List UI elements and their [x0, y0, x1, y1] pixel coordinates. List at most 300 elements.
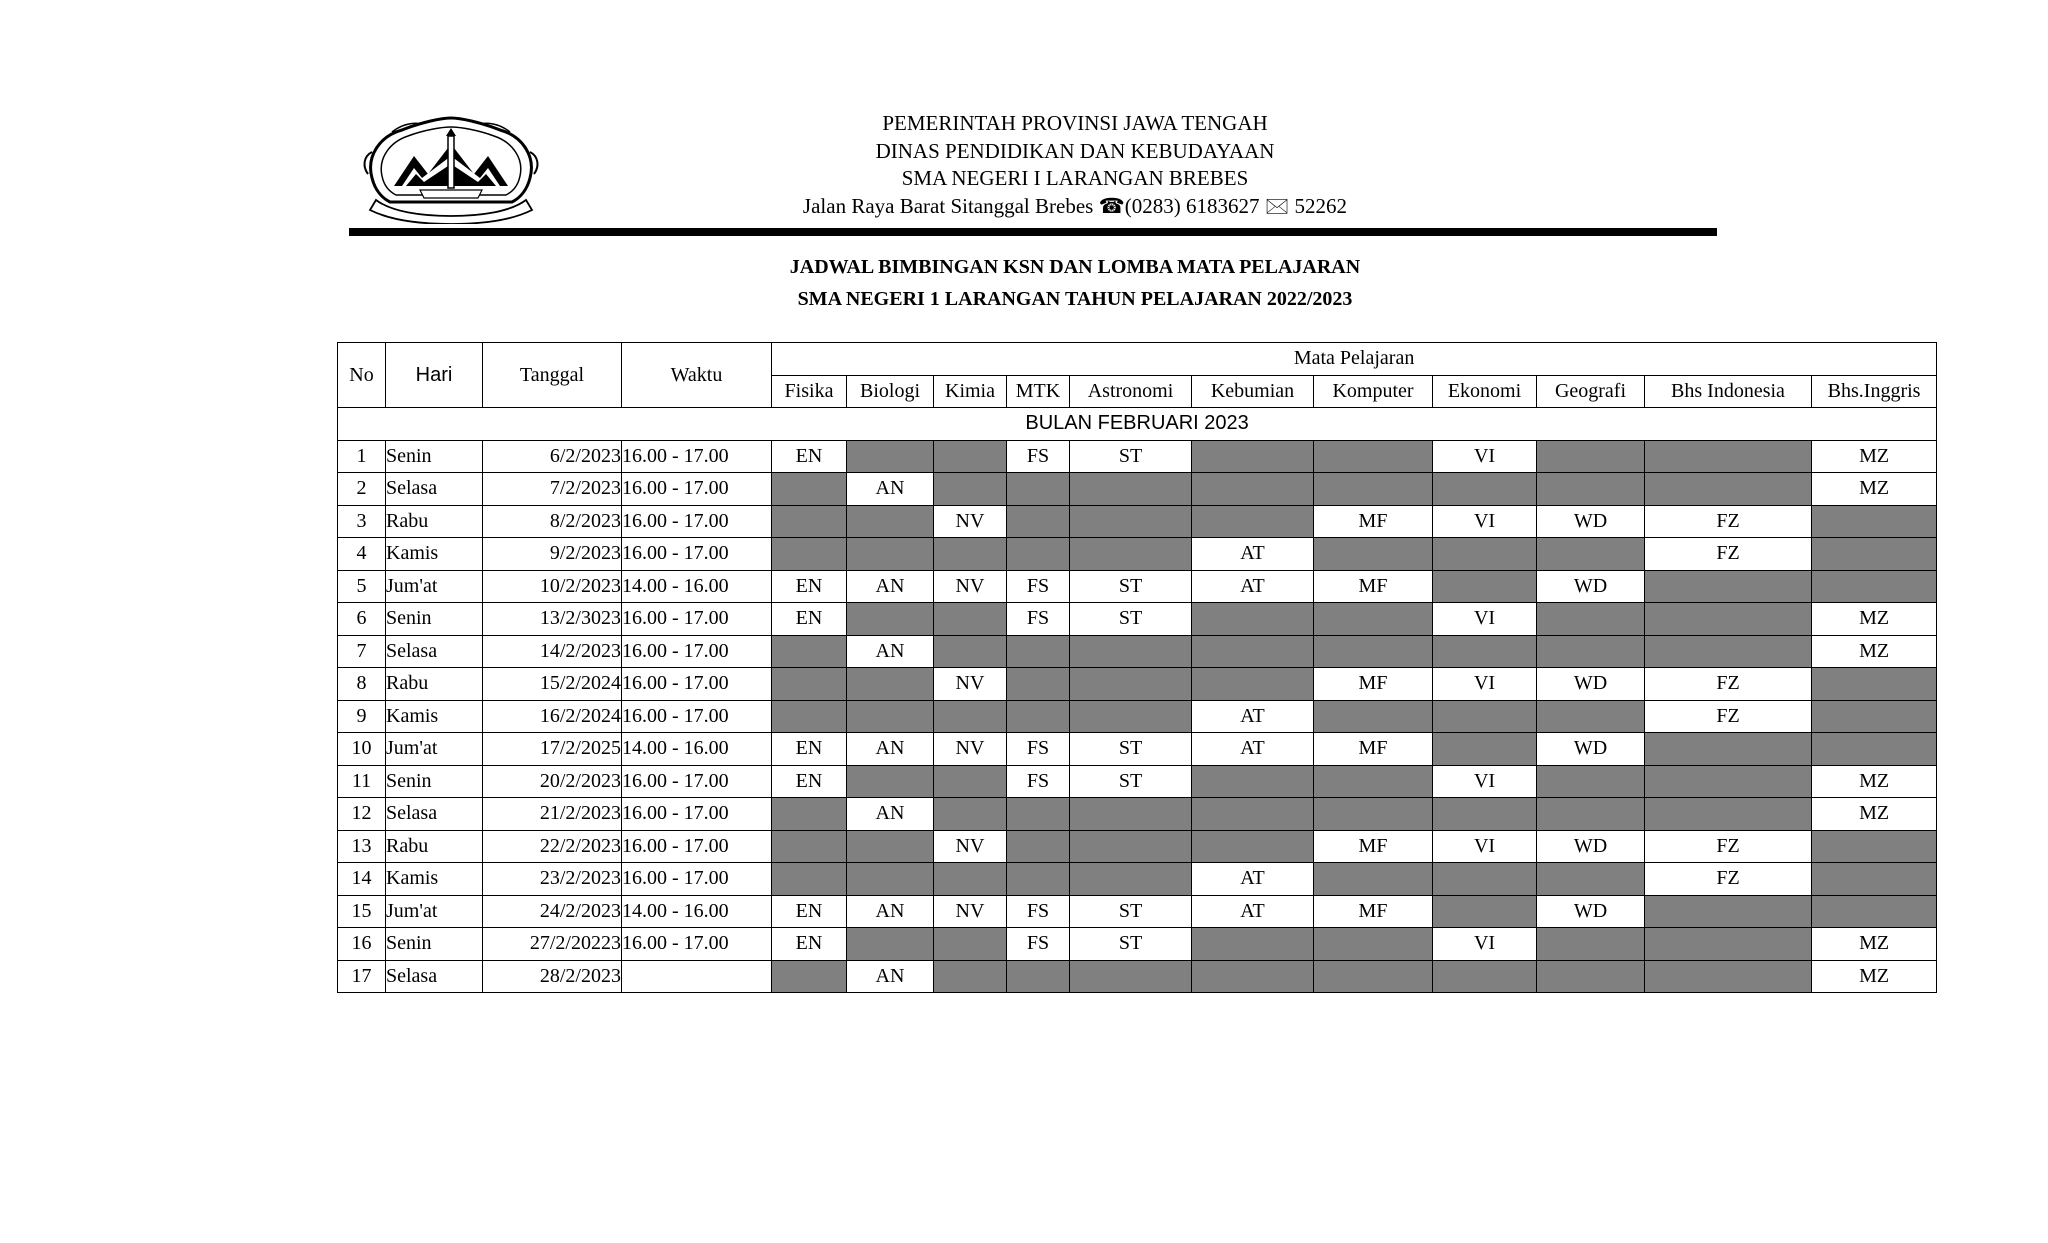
header-subject: Astronomi	[1070, 375, 1192, 408]
mentor-code-cell: AN	[847, 798, 934, 831]
mentor-code-cell: VI	[1433, 765, 1537, 798]
empty-slot-cell	[772, 830, 847, 863]
mentor-code-cell: MZ	[1812, 440, 1937, 473]
letterhead-rule	[349, 228, 1717, 236]
empty-slot-cell	[772, 960, 847, 993]
empty-slot-cell	[1192, 928, 1314, 961]
empty-slot-cell	[847, 538, 934, 571]
header-subject: Bhs.Inggris	[1812, 375, 1937, 408]
header-no: No	[338, 343, 386, 408]
empty-slot-cell	[1812, 570, 1937, 603]
row-no: 2	[338, 473, 386, 506]
empty-slot-cell	[1433, 635, 1537, 668]
row-waktu: 16.00 - 17.00	[622, 830, 772, 863]
mentor-code-cell: ST	[1070, 765, 1192, 798]
empty-slot-cell	[1192, 505, 1314, 538]
empty-slot-cell	[1192, 765, 1314, 798]
row-no: 5	[338, 570, 386, 603]
header-subject: Ekonomi	[1433, 375, 1537, 408]
row-waktu	[622, 960, 772, 993]
mentor-code-cell: MF	[1314, 668, 1433, 701]
letterhead-line-agency: DINAS PENDIDIKAN DAN KEBUDAYAAN	[875, 138, 1275, 163]
mentor-code-cell: WD	[1537, 733, 1645, 766]
empty-slot-cell	[1007, 700, 1070, 733]
empty-slot-cell	[1537, 538, 1645, 571]
empty-slot-cell	[1070, 473, 1192, 506]
empty-slot-cell	[1314, 765, 1433, 798]
row-tanggal: 14/2/2023	[483, 635, 622, 668]
row-no: 6	[338, 603, 386, 636]
empty-slot-cell	[1192, 635, 1314, 668]
schedule-table	[337, 342, 1937, 993]
empty-slot-cell	[847, 830, 934, 863]
mentor-code-cell: EN	[772, 895, 847, 928]
empty-slot-cell	[1812, 863, 1937, 896]
row-no: 1	[338, 440, 386, 473]
empty-slot-cell	[847, 603, 934, 636]
row-waktu: 16.00 - 17.00	[622, 798, 772, 831]
mentor-code-cell: EN	[772, 570, 847, 603]
row-hari: Kamis	[386, 538, 483, 571]
mentor-code-cell: NV	[934, 895, 1007, 928]
header-subject: Geografi	[1537, 375, 1645, 408]
mentor-code-cell: MZ	[1812, 798, 1937, 831]
mentor-code-cell: FS	[1007, 765, 1070, 798]
mentor-code-cell: MF	[1314, 570, 1433, 603]
row-tanggal: 10/2/2023	[483, 570, 622, 603]
empty-slot-cell	[847, 863, 934, 896]
empty-slot-cell	[1007, 505, 1070, 538]
row-hari: Rabu	[386, 668, 483, 701]
row-waktu: 14.00 - 16.00	[622, 895, 772, 928]
title-line-2: SMA NEGERI 1 LARANGAN TAHUN PELAJARAN 2022/2023	[797, 288, 1353, 310]
row-no: 17	[338, 960, 386, 993]
row-tanggal: 24/2/2023	[483, 895, 622, 928]
row-no: 13	[338, 830, 386, 863]
mentor-code-cell: FZ	[1645, 505, 1812, 538]
empty-slot-cell	[1433, 733, 1537, 766]
empty-slot-cell	[1433, 570, 1537, 603]
mentor-code-cell: VI	[1433, 603, 1537, 636]
empty-slot-cell	[1007, 538, 1070, 571]
mentor-code-cell: WD	[1537, 505, 1645, 538]
mentor-code-cell: AT	[1192, 895, 1314, 928]
header-subject: Komputer	[1314, 375, 1433, 408]
header-subject: Fisika	[772, 375, 847, 408]
letterhead	[700, 110, 1450, 220]
row-tanggal: 15/2/2024	[483, 668, 622, 701]
row-no: 4	[338, 538, 386, 571]
mentor-code-cell: MF	[1314, 895, 1433, 928]
month-label: BULAN FEBRUARI 2023	[338, 408, 1937, 441]
mentor-code-cell: MZ	[1812, 928, 1937, 961]
table-row	[338, 960, 1937, 993]
empty-slot-cell	[934, 635, 1007, 668]
empty-slot-cell	[772, 505, 847, 538]
mentor-code-cell: ST	[1070, 603, 1192, 636]
mentor-code-cell: AT	[1192, 538, 1314, 571]
mentor-code-cell: FZ	[1645, 668, 1812, 701]
mentor-code-cell: WD	[1537, 668, 1645, 701]
row-tanggal: 27/2/20223	[483, 928, 622, 961]
mentor-code-cell: MZ	[1812, 473, 1937, 506]
empty-slot-cell	[1070, 863, 1192, 896]
row-waktu: 16.00 - 17.00	[622, 538, 772, 571]
header-waktu: Waktu	[622, 343, 772, 408]
empty-slot-cell	[1645, 570, 1812, 603]
table-row	[338, 733, 1937, 766]
empty-slot-cell	[1645, 635, 1812, 668]
empty-slot-cell	[772, 700, 847, 733]
row-no: 7	[338, 635, 386, 668]
empty-slot-cell	[1812, 505, 1937, 538]
mentor-code-cell: FS	[1007, 928, 1070, 961]
empty-slot-cell	[934, 960, 1007, 993]
empty-slot-cell	[1433, 960, 1537, 993]
mentor-code-cell: AN	[847, 733, 934, 766]
empty-slot-cell	[934, 765, 1007, 798]
mentor-code-cell: MZ	[1812, 635, 1937, 668]
empty-slot-cell	[1433, 473, 1537, 506]
mentor-code-cell: VI	[1433, 505, 1537, 538]
mentor-code-cell: WD	[1537, 895, 1645, 928]
mentor-code-cell: AN	[847, 895, 934, 928]
empty-slot-cell	[1537, 960, 1645, 993]
row-tanggal: 6/2/2023	[483, 440, 622, 473]
row-waktu: 16.00 - 17.00	[622, 440, 772, 473]
mentor-code-cell: FS	[1007, 733, 1070, 766]
header-subject: MTK	[1007, 375, 1070, 408]
mentor-code-cell: MF	[1314, 830, 1433, 863]
empty-slot-cell	[1192, 440, 1314, 473]
mentor-code-cell: ST	[1070, 928, 1192, 961]
row-no: 8	[338, 668, 386, 701]
letterhead-line-province: PEMERINTAH PROVINSI JAWA TENGAH	[882, 111, 1268, 135]
row-no: 15	[338, 895, 386, 928]
mentor-code-cell: AT	[1192, 570, 1314, 603]
empty-slot-cell	[1314, 798, 1433, 831]
mentor-code-cell: VI	[1433, 440, 1537, 473]
row-hari: Selasa	[386, 960, 483, 993]
empty-slot-cell	[1070, 960, 1192, 993]
table-row	[338, 863, 1937, 896]
row-hari: Selasa	[386, 473, 483, 506]
empty-slot-cell	[1537, 440, 1645, 473]
empty-slot-cell	[1812, 700, 1937, 733]
mentor-code-cell: FZ	[1645, 538, 1812, 571]
empty-slot-cell	[1007, 635, 1070, 668]
row-hari: Kamis	[386, 700, 483, 733]
mentor-code-cell: ST	[1070, 733, 1192, 766]
row-hari: Senin	[386, 928, 483, 961]
mentor-code-cell: ST	[1070, 895, 1192, 928]
empty-slot-cell	[1314, 700, 1433, 733]
empty-slot-cell	[1645, 440, 1812, 473]
title-line-1: JADWAL BIMBINGAN KSN DAN LOMBA MATA PELAJARAN	[789, 256, 1361, 278]
row-tanggal: 28/2/2023	[483, 960, 622, 993]
mentor-code-cell: FS	[1007, 440, 1070, 473]
empty-slot-cell	[772, 538, 847, 571]
table-row	[338, 700, 1937, 733]
mentor-code-cell: MF	[1314, 733, 1433, 766]
empty-slot-cell	[847, 505, 934, 538]
mentor-code-cell: AT	[1192, 733, 1314, 766]
empty-slot-cell	[1812, 733, 1937, 766]
row-hari: Senin	[386, 765, 483, 798]
empty-slot-cell	[1007, 830, 1070, 863]
mentor-code-cell: AT	[1192, 863, 1314, 896]
header-mata-pelajaran: Mata Pelajaran	[772, 343, 1937, 376]
empty-slot-cell	[1192, 668, 1314, 701]
letterhead-line-school: SMA NEGERI I LARANGAN BREBES	[901, 166, 1249, 190]
empty-slot-cell	[1314, 635, 1433, 668]
row-waktu: 14.00 - 16.00	[622, 570, 772, 603]
mentor-code-cell: EN	[772, 765, 847, 798]
table-row	[338, 928, 1937, 961]
mentor-code-cell: FZ	[1645, 830, 1812, 863]
empty-slot-cell	[1314, 960, 1433, 993]
row-waktu: 16.00 - 17.00	[622, 603, 772, 636]
row-no: 3	[338, 505, 386, 538]
empty-slot-cell	[1314, 603, 1433, 636]
row-tanggal: 9/2/2023	[483, 538, 622, 571]
table-row	[338, 603, 1937, 636]
row-hari: Selasa	[386, 635, 483, 668]
empty-slot-cell	[1812, 830, 1937, 863]
empty-slot-cell	[772, 668, 847, 701]
empty-slot-cell	[1070, 798, 1192, 831]
empty-slot-cell	[934, 440, 1007, 473]
empty-slot-cell	[847, 700, 934, 733]
table-row	[338, 798, 1937, 831]
mentor-code-cell: NV	[934, 570, 1007, 603]
empty-slot-cell	[1537, 473, 1645, 506]
table-row	[338, 635, 1937, 668]
empty-slot-cell	[1007, 798, 1070, 831]
row-tanggal: 8/2/2023	[483, 505, 622, 538]
mentor-code-cell: MZ	[1812, 603, 1937, 636]
empty-slot-cell	[1070, 700, 1192, 733]
row-waktu: 16.00 - 17.00	[622, 473, 772, 506]
empty-slot-cell	[934, 700, 1007, 733]
empty-slot-cell	[1433, 538, 1537, 571]
row-no: 12	[338, 798, 386, 831]
mentor-code-cell: EN	[772, 603, 847, 636]
empty-slot-cell	[934, 473, 1007, 506]
row-hari: Rabu	[386, 505, 483, 538]
mentor-code-cell: FZ	[1645, 863, 1812, 896]
empty-slot-cell	[772, 863, 847, 896]
empty-slot-cell	[1645, 765, 1812, 798]
empty-slot-cell	[1070, 505, 1192, 538]
empty-slot-cell	[1433, 895, 1537, 928]
table-row	[338, 765, 1937, 798]
mentor-code-cell: EN	[772, 440, 847, 473]
empty-slot-cell	[934, 928, 1007, 961]
mentor-code-cell: ST	[1070, 570, 1192, 603]
mentor-code-cell: MF	[1314, 505, 1433, 538]
empty-slot-cell	[934, 863, 1007, 896]
row-no: 16	[338, 928, 386, 961]
empty-slot-cell	[1645, 960, 1812, 993]
mentor-code-cell: FS	[1007, 603, 1070, 636]
mentor-code-cell: FZ	[1645, 700, 1812, 733]
empty-slot-cell	[1537, 603, 1645, 636]
row-waktu: 16.00 - 17.00	[622, 863, 772, 896]
empty-slot-cell	[1070, 538, 1192, 571]
row-tanggal: 13/2/3023	[483, 603, 622, 636]
row-hari: Senin	[386, 603, 483, 636]
mentor-code-cell: VI	[1433, 928, 1537, 961]
row-waktu: 14.00 - 16.00	[622, 733, 772, 766]
row-tanggal: 17/2/2025	[483, 733, 622, 766]
mentor-code-cell: WD	[1537, 570, 1645, 603]
empty-slot-cell	[1070, 635, 1192, 668]
empty-slot-cell	[1537, 635, 1645, 668]
row-waktu: 16.00 - 17.00	[622, 765, 772, 798]
empty-slot-cell	[1007, 960, 1070, 993]
empty-slot-cell	[1537, 928, 1645, 961]
empty-slot-cell	[1537, 765, 1645, 798]
schedule-body	[338, 408, 1937, 993]
empty-slot-cell	[1314, 928, 1433, 961]
empty-slot-cell	[1433, 863, 1537, 896]
empty-slot-cell	[1645, 733, 1812, 766]
empty-slot-cell	[847, 928, 934, 961]
row-no: 9	[338, 700, 386, 733]
row-hari: Selasa	[386, 798, 483, 831]
mentor-code-cell: EN	[772, 928, 847, 961]
mentor-code-cell: MZ	[1812, 960, 1937, 993]
empty-slot-cell	[1314, 863, 1433, 896]
empty-slot-cell	[1192, 603, 1314, 636]
table-row	[338, 538, 1937, 571]
mentor-code-cell: WD	[1537, 830, 1645, 863]
row-no: 10	[338, 733, 386, 766]
empty-slot-cell	[1314, 538, 1433, 571]
mentor-code-cell: EN	[772, 733, 847, 766]
empty-slot-cell	[847, 440, 934, 473]
mentor-code-cell: AT	[1192, 700, 1314, 733]
empty-slot-cell	[934, 603, 1007, 636]
row-tanggal: 22/2/2023	[483, 830, 622, 863]
empty-slot-cell	[847, 668, 934, 701]
row-tanggal: 21/2/2023	[483, 798, 622, 831]
mentor-code-cell: ST	[1070, 440, 1192, 473]
row-hari: Jum'at	[386, 895, 483, 928]
mentor-code-cell: FS	[1007, 895, 1070, 928]
empty-slot-cell	[772, 473, 847, 506]
table-row	[338, 668, 1937, 701]
empty-slot-cell	[1192, 798, 1314, 831]
empty-slot-cell	[772, 798, 847, 831]
table-row	[338, 505, 1937, 538]
empty-slot-cell	[1537, 863, 1645, 896]
empty-slot-cell	[1314, 440, 1433, 473]
header-tanggal: Tanggal	[483, 343, 622, 408]
empty-slot-cell	[1645, 603, 1812, 636]
mentor-code-cell: AN	[847, 635, 934, 668]
table-row	[338, 895, 1937, 928]
mentor-code-cell: AN	[847, 570, 934, 603]
mentor-code-cell: NV	[934, 668, 1007, 701]
empty-slot-cell	[1537, 798, 1645, 831]
row-waktu: 16.00 - 17.00	[622, 668, 772, 701]
header-subject: Biologi	[847, 375, 934, 408]
empty-slot-cell	[1645, 798, 1812, 831]
row-tanggal: 20/2/2023	[483, 765, 622, 798]
row-hari: Jum'at	[386, 570, 483, 603]
empty-slot-cell	[1812, 895, 1937, 928]
row-waktu: 16.00 - 17.00	[622, 700, 772, 733]
row-no: 11	[338, 765, 386, 798]
empty-slot-cell	[934, 538, 1007, 571]
row-tanggal: 23/2/2023	[483, 863, 622, 896]
row-tanggal: 7/2/2023	[483, 473, 622, 506]
empty-slot-cell	[1812, 668, 1937, 701]
mentor-code-cell: NV	[934, 733, 1007, 766]
empty-slot-cell	[1192, 960, 1314, 993]
row-waktu: 16.00 - 17.00	[622, 505, 772, 538]
mentor-code-cell: NV	[934, 505, 1007, 538]
row-tanggal: 16/2/2024	[483, 700, 622, 733]
empty-slot-cell	[1070, 668, 1192, 701]
empty-slot-cell	[1314, 473, 1433, 506]
empty-slot-cell	[934, 798, 1007, 831]
row-hari: Jum'at	[386, 733, 483, 766]
empty-slot-cell	[1433, 700, 1537, 733]
mentor-code-cell: NV	[934, 830, 1007, 863]
empty-slot-cell	[1433, 798, 1537, 831]
header-subject: Kimia	[934, 375, 1007, 408]
empty-slot-cell	[1645, 473, 1812, 506]
row-hari: Kamis	[386, 863, 483, 896]
mentor-code-cell: VI	[1433, 668, 1537, 701]
row-hari: Rabu	[386, 830, 483, 863]
header-subject: Kebumian	[1192, 375, 1314, 408]
letterhead-line-address: Jalan Raya Barat Sitanggal Brebes ☎(0283) 6183627 🖂 52262	[802, 193, 1348, 218]
empty-slot-cell	[847, 765, 934, 798]
mentor-code-cell: VI	[1433, 830, 1537, 863]
row-no: 14	[338, 863, 386, 896]
empty-slot-cell	[1007, 668, 1070, 701]
empty-slot-cell	[1007, 473, 1070, 506]
empty-slot-cell	[1645, 928, 1812, 961]
empty-slot-cell	[1537, 700, 1645, 733]
mentor-code-cell: MZ	[1812, 765, 1937, 798]
empty-slot-cell	[1645, 895, 1812, 928]
table-row	[338, 440, 1937, 473]
empty-slot-cell	[1007, 863, 1070, 896]
header-hari: Hari	[386, 343, 483, 408]
table-row	[338, 473, 1937, 506]
table-row	[338, 830, 1937, 863]
empty-slot-cell	[1192, 473, 1314, 506]
empty-slot-cell	[772, 635, 847, 668]
table-row	[338, 570, 1937, 603]
header-subject: Bhs Indonesia	[1645, 375, 1812, 408]
jawa-tengah-seal-logo	[362, 116, 540, 224]
empty-slot-cell	[1192, 830, 1314, 863]
empty-slot-cell	[1070, 830, 1192, 863]
mentor-code-cell: FS	[1007, 570, 1070, 603]
row-waktu: 16.00 - 17.00	[622, 635, 772, 668]
document-title	[600, 251, 1550, 315]
mentor-code-cell: AN	[847, 473, 934, 506]
mentor-code-cell: AN	[847, 960, 934, 993]
row-hari: Senin	[386, 440, 483, 473]
empty-slot-cell	[1812, 538, 1937, 571]
